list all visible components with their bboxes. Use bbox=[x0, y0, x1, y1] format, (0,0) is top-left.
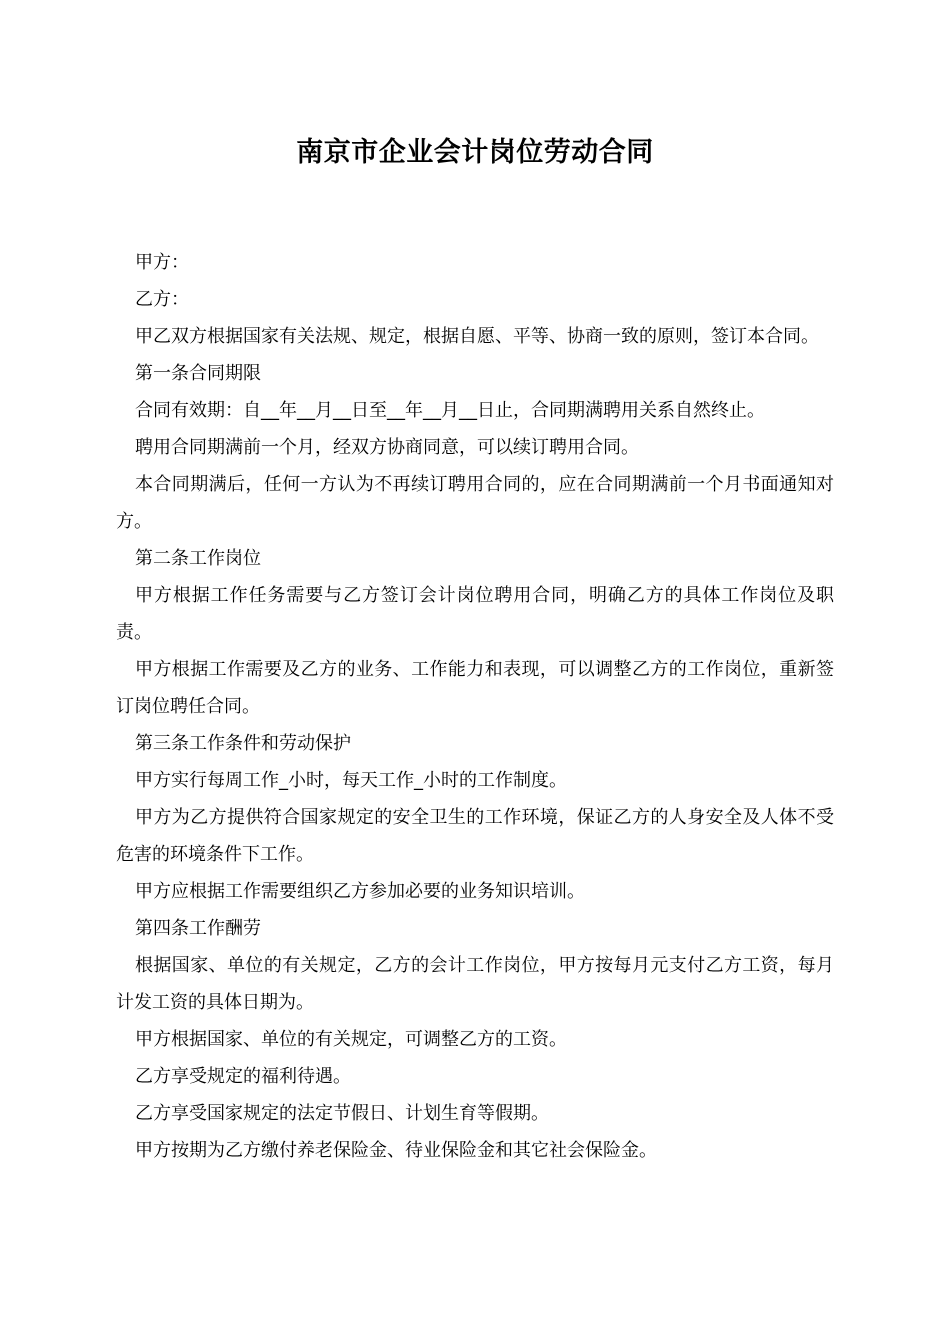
article-1-paragraph: 合同有效期：自__年__月__日至__年__月__日止，合同期满聘用关系自然终止。 bbox=[135, 400, 765, 421]
article-4-paragraph: 甲方根据国家、单位的有关规定，可调整乙方的工资。 bbox=[135, 1029, 567, 1050]
article-4-paragraph: 乙方享受国家规定的法定节假日、计划生育等假期。 bbox=[135, 1103, 549, 1124]
document-title: 南京市企业会计岗位劳动合同 bbox=[296, 137, 654, 168]
article-1-paragraph: 聘用合同期满前一个月，经双方协商同意，可以续订聘用合同。 bbox=[135, 437, 639, 458]
article-1-heading: 第一条合同期限 bbox=[135, 363, 261, 384]
article-2-paragraph: 甲方根据工作需要及乙方的业务、工作能力和表现，可以调整乙方的工作岗位，重新签订岗位聘任合同。 bbox=[116, 659, 834, 717]
article-1-paragraph: 本合同期满后，任何一方认为不再续订聘用合同的，应在合同期满前一个月书面通知对方。 bbox=[116, 474, 834, 532]
article-4-heading: 第四条工作酬劳 bbox=[135, 918, 261, 939]
document-body bbox=[116, 244, 834, 1169]
article-3-paragraph: 甲方应根据工作需要组织乙方参加必要的业务知识培训。 bbox=[135, 881, 585, 902]
article-3-paragraph: 甲方实行每周工作_小时，每天工作_小时的工作制度。 bbox=[135, 770, 567, 791]
preamble-paragraph: 甲乙双方根据国家有关法规、规定，根据自愿、平等、协商一致的原则，签订本合同。 bbox=[135, 326, 819, 347]
article-3-paragraph: 甲方为乙方提供符合国家规定的安全卫生的工作环境，保证乙方的人身安全及人体不受危害的环境条件下工作。 bbox=[116, 807, 834, 865]
article-2-paragraph: 甲方根据工作任务需要与乙方签订会计岗位聘用合同，明确乙方的具体工作岗位及职责。 bbox=[116, 585, 834, 643]
article-3-heading: 第三条工作条件和劳动保护 bbox=[135, 733, 351, 754]
article-4-paragraph: 甲方按期为乙方缴付养老保险金、待业保险金和其它社会保险金。 bbox=[135, 1140, 657, 1161]
party-b-line: 乙方： bbox=[135, 289, 189, 310]
party-a-line: 甲方： bbox=[135, 252, 189, 273]
article-2-heading: 第二条工作岗位 bbox=[135, 548, 261, 569]
article-4-paragraph: 根据国家、单位的有关规定，乙方的会计工作岗位，甲方按每月元支付乙方工资，每月计发工资的具体日期为。 bbox=[116, 955, 834, 1013]
article-4-paragraph: 乙方享受规定的福利待遇。 bbox=[135, 1066, 351, 1087]
